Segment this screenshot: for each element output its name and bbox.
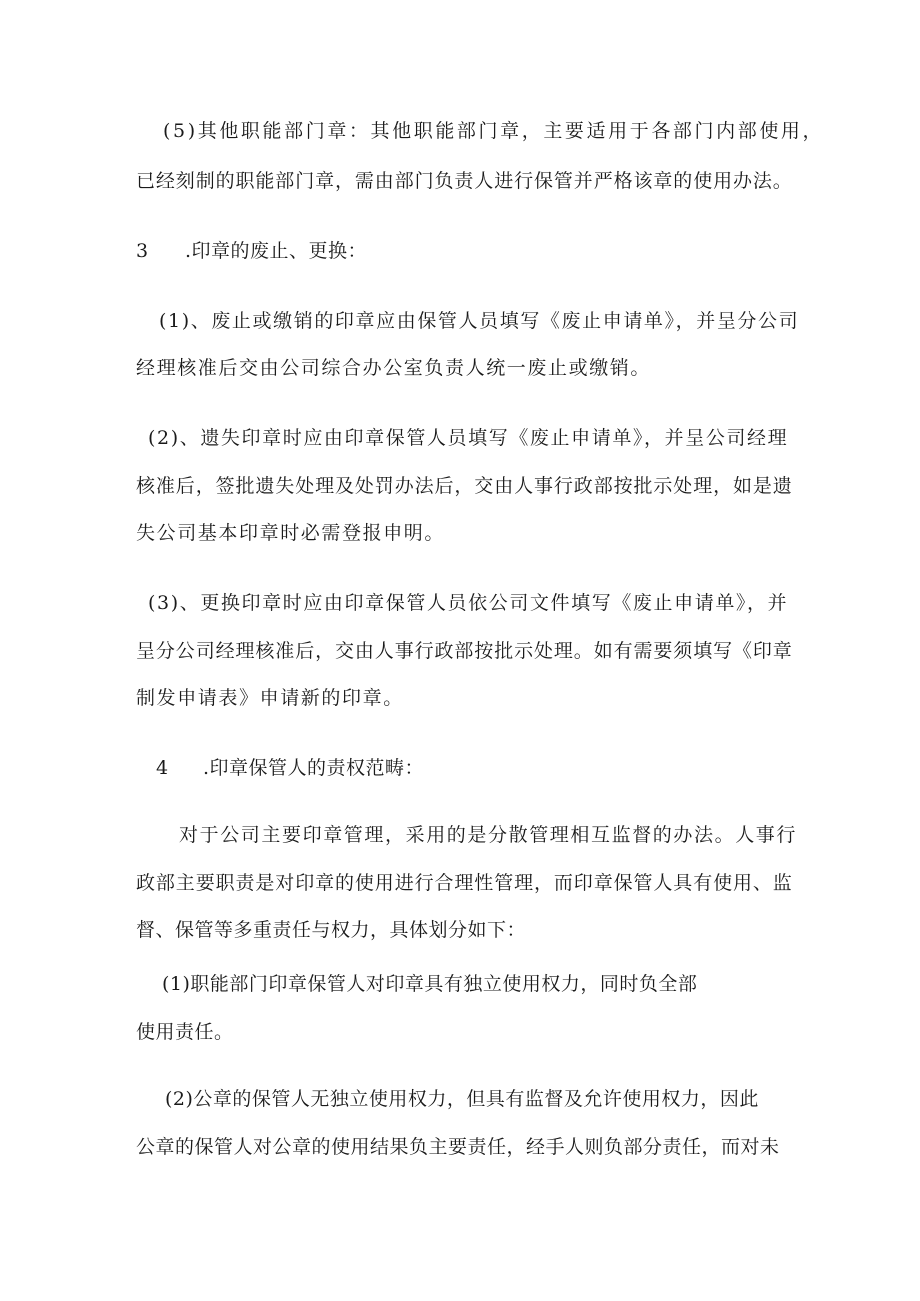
paragraph-line: (1)职能部门印章保管人对印章具有独立使用权力，同时负全部	[162, 973, 698, 995]
paragraph-line: (1)、废止或缴销的印章应由保管人员填写《废止申请单》，并呈分公司	[159, 310, 800, 332]
section-heading: .印章保管人的责权范畴：	[203, 757, 425, 779]
section-number: 3	[136, 240, 149, 262]
paragraph-line: (5)其他职能部门章：其他职能部门章，主要适用于各部门内部使用，	[163, 120, 825, 142]
paragraph-line: 已经刻制的职能部门章，需由部门负责人进行保管并严格该章的使用办法。	[136, 170, 793, 192]
paragraph-line: 制发申请表》申请新的印章。	[136, 687, 404, 709]
paragraph-line: 失公司基本印章时必需登报申明。	[136, 522, 446, 544]
paragraph-line: 呈分公司经理核准后，交由人事行政部按批示处理。如有需要须填写《印章	[136, 640, 793, 662]
paragraph-line: 对于公司主要印章管理，采用的是分散管理相互监督的办法。人事行	[179, 824, 798, 846]
paragraph-line: (2)公章的保管人无独立使用权力，但具有监督及允许使用权力，因此	[165, 1088, 759, 1110]
paragraph-line: 核准后，签批遗失处理及处罚办法后，交由人事行政部按批示处理，如是遗	[136, 475, 793, 497]
paragraph-line: 使用责任。	[136, 1021, 234, 1043]
section-number: 4	[156, 757, 169, 779]
paragraph-line: 政部主要职责是对印章的使用进行合理性管理，而印章保管人具有使用、监	[136, 872, 793, 894]
paragraph-line: 督、保管等多重责任与权力，具体划分如下：	[136, 919, 527, 941]
paragraph-line: 经理核准后交由公司综合办公室负责人统一废止或缴销。	[136, 357, 652, 379]
paragraph-line: (2)、遗失印章时应由印章保管人员填写《废止申请单》，并呈公司经理	[148, 427, 789, 449]
paragraph-line: 公章的保管人对公章的使用结果负主要责任，经手人则负部分责任，而对未	[136, 1136, 780, 1158]
section-heading: .印章的废止、更换：	[185, 240, 368, 262]
paragraph-line: (3)、更换印章时应由印章保管人员依公司文件填写《废止申请单》，并	[148, 592, 789, 614]
